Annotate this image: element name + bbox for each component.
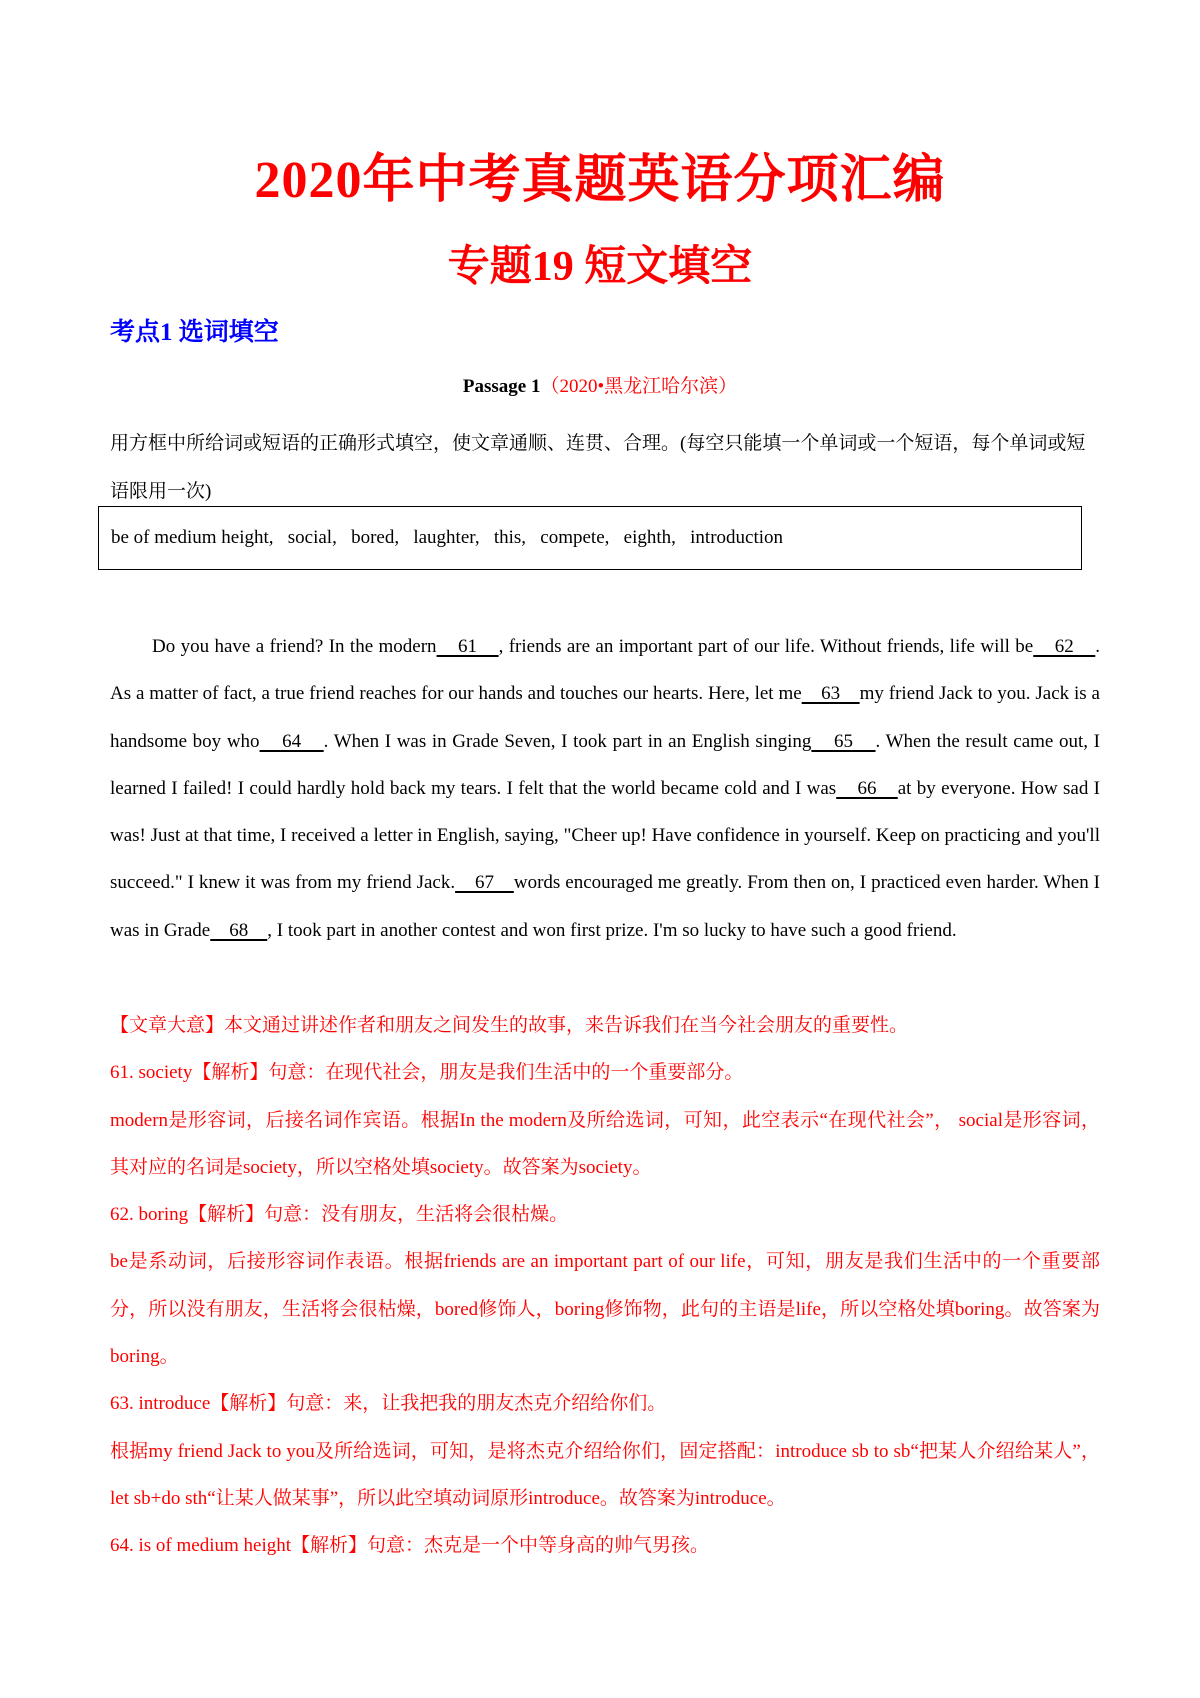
blank-67: 67: [455, 872, 514, 894]
passage-segment: . As a matter of fact, a true friend reaches for our hands and touches our hearts. Here, let me: [110, 636, 1101, 705]
blank-65: 65: [811, 730, 876, 752]
section-heading: 考点1 选词填空: [110, 319, 279, 346]
passage-heading: [0, 376, 1200, 399]
blank-61: 61: [436, 636, 499, 657]
passage-segment: . When I was in Grade Seven, I took part in an English singing: [323, 730, 812, 752]
passage-source: （2020•黑龙江哈尔滨）: [540, 376, 738, 397]
passage-segment: . When the result came out, I learned I failed! I could hardly hold back my tears. I felt that the world became cold and I was: [110, 730, 1100, 799]
passage-segment: words encouraged me greatly. From then on, I practiced even harder. When I was in Grade: [110, 872, 1101, 941]
passage-segment: at by everyone. How sad I was! Just at that time, I received a letter in English, saying, "Cheer up! Have confidence in yourself. Keep on practicing and you'll succeed." I knew it was from my friend Jack.: [110, 777, 1101, 894]
analysis-line: 64. is of medium height【解析】句意：杰克是一个中等身高的帅气男孩。: [110, 1535, 710, 1557]
passage-segment: , friends are an important part of our life. Without friends, life will be: [498, 636, 1034, 657]
blank-68: 68: [210, 919, 268, 941]
passage-label: Passage 1: [462, 376, 541, 397]
analysis-summary: 【文章大意】本文通过讲述作者和朋友之间发生的故事，来告诉我们在当今社会朋友的重要性。: [110, 1015, 909, 1036]
passage-text: [110, 623, 1100, 954]
word-box-list: be of medium height, social, bored, laughter, this, compete, eighth, introduction: [111, 527, 784, 548]
passage-paragraph: [110, 623, 1100, 954]
blank-64: 64: [259, 730, 324, 752]
document-title: 2020年中考真题英语分项汇编: [254, 152, 946, 209]
passage-segment: , I took part in another contest and won first prize. I'm so lucky to have such a good friend.: [267, 919, 957, 941]
analysis-line: be是系动词，后接形容词作表语。根据friends are an important part of our life，可知，朋友是我们生活中的一个重要部分，所以没有朋友，生活将会很枯燥，bored修饰人，boring修饰物，此句的主语是life，所以空格处填boring。故答案为boring。: [110, 1251, 1100, 1368]
analysis-line: 61. society【解析】句意：在现代社会，朋友是我们生活中的一个重要部分。: [110, 1062, 744, 1084]
blank-66: 66: [836, 777, 898, 799]
topic-title: 专题19 短文填空: [447, 244, 753, 290]
analysis-line: 根据my friend Jack to you及所给选词，可知，是将杰克介绍给你们，固定搭配：introduce sb to sb“把某人介绍给某人”， let sb+do sth“让某人做某事”，所以此空填动词原形introduce。故答案为introduce。: [110, 1440, 1100, 1509]
word-box: [98, 506, 1082, 570]
passage-segment: Do you have a friend? In the modern: [152, 636, 437, 657]
instruction-text: 用方框中所给词或短语的正确形式填空，使文章通顺、连贯、合理。(每空只能填一个单词或一个短语，每个单词或短语限用一次): [110, 433, 1086, 502]
analysis-line: 63. introduce【解析】句意：来，让我把我的朋友杰克介绍给你们。: [110, 1393, 667, 1415]
analysis-line: modern是形容词，后接名词作宾语。根据In the modern及所给选词，可知，此空表示“在现代社会”， social是形容词，其对应的名词是society，所以空格处填society。故答案为society。: [110, 1109, 1100, 1178]
blank-63: 63: [801, 683, 860, 705]
analysis-line: 62. boring【解析】句意：没有朋友，生活将会很枯燥。: [110, 1204, 569, 1226]
answer-analysis: [110, 1002, 1100, 1570]
passage-segment: my friend Jack to you. Jack is a handsome boy who: [110, 683, 1100, 752]
blank-62: 62: [1033, 636, 1096, 657]
